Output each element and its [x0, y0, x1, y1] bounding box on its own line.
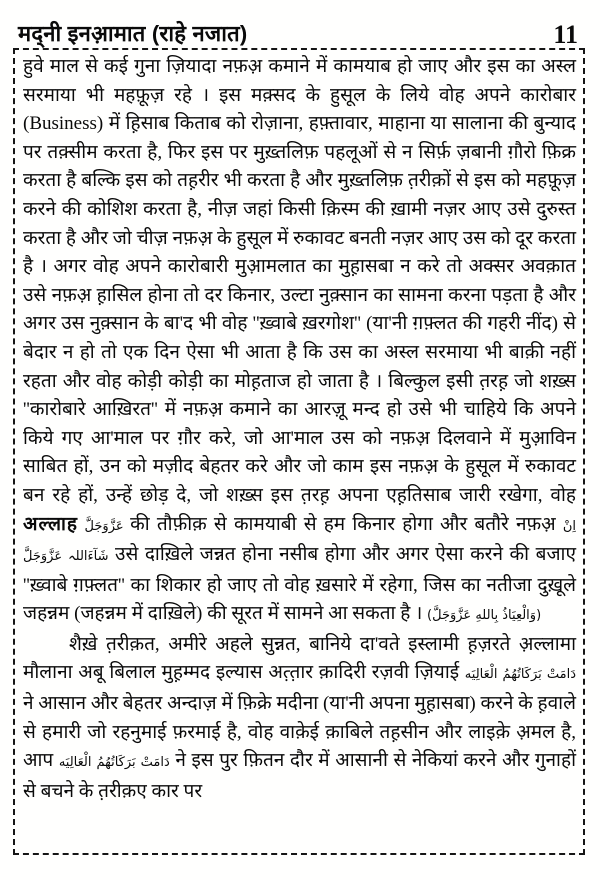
- text-segment: उसे दाख़िले जन्नत होना नसीब होगा और अगर ऐसा करने की बजाए ''ख़्वाबे ग़फ़्लत'' का शिकार हो जाए तो वोह ख़सारे में रहेगा, जिस का नतीजा दुख़ूले जहन्नम (जहन्नम में दाख़िले) की सूरत में सामने आ सकता है ।: [23, 544, 576, 625]
- text-segment: हुवे माल से कई गुना ज़ियादा नफ़अ़ कमाने में कामयाब हो जाए और इस का अस्ल सरमाया भी महफ़ूज़ रहे । इस मक़्सद के हुसूल के लिये वोह अपने कारोबार (Business) में ह़िसाब किताब को रोज़ाना, हफ़्तावार, माहाना या सालाना की बुन्याद पर तक़्सीम करता है, फिर इस पर मुख़्तलिफ़ पहलूओं से न सिर्फ़ ज़बानी ग़ौरो फ़िक्र करता है बल्कि इस को तह़रीर भी करता है और मुख़्तलिफ़ त़रीक़ों से इस को महफ़ूज़ करने की कोशिश करता है, नीज़ जहां किसी क़िस्म की ख़ामी नज़र आए उसे दुरुस्त करता है और जो चीज़ नफ़अ़ के हुसूल में रुकावट बनती नज़र आए उस को दूर करता है । अगर वोह अपने कारोबारी मुआ़मलात का मुह़ासबा न करे तो अक्सर अवक़ात उसे नफ़अ़ ह़ासिल होना तो दर किनार, उल्टा नुक़्सान का सामना करना पड़ता है और अगर उस नुक़्सान के बा'द भी वोह ''ख़्वाबे ख़रगोश'' (या'नी ग़फ़्लत की गहरी नींद) से बेदार न हो तो एक दिन ऐसा भी आता है कि उस का अस्ल सरमाया भी बाक़ी नहीं रहता और वोह कोड़ी कोड़ी का मोह़ताज हो जाता है । बिल्कुल इसी त़रह़ जो शख़्स ''कारोबारे आख़िरत'' में नफ़अ़ कमाने का आरज़ू मन्द हो उसे भी चाहिये कि अपने किये गए आ'माल पर ग़ौर करे, जो आ'माल उस को नफ़अ़ दिलवाने में मुआ़विन साबित हों, उन को मज़ीद बेहतर करे और जो काम इस नफ़अ़ के हुसूल में रुकावट बन रहे हों, उन्हें छोड़ दे, जो शख़्स इस त़रह़ अपना एह़तिसाब जारी रखेगा, वोह: [23, 56, 576, 506]
- allah-display-word: अल्लाह: [23, 513, 78, 535]
- dashed-text-border-box: [13, 48, 585, 855]
- text-segment: की तौफ़ीक़ से कामयाबी से हम किनार होगा और बतौरे नफ़अ़: [130, 513, 563, 535]
- arabic-phrase: دَامَتْ بَرَكَاتُهُمُ الْعَالِيَه: [464, 667, 576, 683]
- arabic-phrase: عَزَّوَجَلَّ: [77, 518, 131, 534]
- body-text: [23, 53, 576, 806]
- arabic-phrase: دَامَتْ بَرَكَاتُهُمُ الْعَالِيَه: [58, 755, 170, 771]
- book-title: मद्नी इनआ़मात (राहे नजात): [18, 21, 248, 46]
- paragraph: [23, 53, 576, 631]
- page-header: [18, 10, 584, 48]
- paragraph: [23, 631, 576, 807]
- text-segment: ने इस पुर फ़ितन दौर में आसानी से नेकियां करने और गुनाहों से बचने के त़रीक़ए कार पर: [23, 750, 576, 802]
- text-segment: शैख़े त़रीक़त, अमीरे अहले सुन्नत, बानिये दा'वते इस्लामी ह़ज़रते अ़ल्लामा मौलाना अबू बिलाल मुह़म्मद इल्यास अत़्त़ार क़ादिरी रज़वी ज़ियाई: [23, 633, 576, 684]
- page-number: 11: [553, 20, 578, 49]
- arabic-phrase: (وَالْعِيَاذُ بِاللهِ عَزَّوَجَلَّ): [427, 608, 542, 624]
- arabic-phrase: اِنْ شَآءَاللہ عَزَّوَجَلَّ: [23, 518, 576, 565]
- text-segment: ने आसान और बेहतर अन्दाज़ में फ़िक्रे मदीना (या'नी अपना मुह़ासबा) करने के ह़वाले से हमारी जो रहनुमाई फ़रमाई है, वोह वाक़ेई क़ाबिले तह़सीन और लाइक़े अ़मल है, आप: [23, 693, 576, 772]
